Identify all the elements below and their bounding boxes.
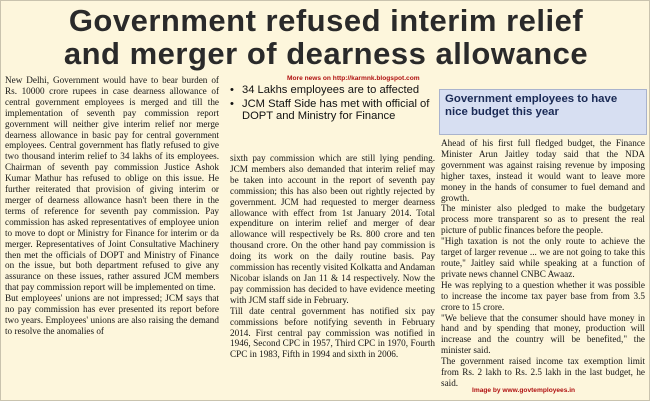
article-paragraph: Till date central government has notified six pay commissions before notifying seventh in February 2014. First central pay commission was notified in 1946, Second CPC in 1957, Third CPC in 1970, Fourth CPC in 1983, Fifth in 1994 and sixth in 2006. [230,305,435,360]
bullet-item [230,98,438,123]
sidebar-story-heading: Government employees to have nice budget this year [439,89,647,135]
article-paragraph: Ahead of his first full fledged budget, the Finance Minister Arun Jaitley today said that the NDA government was against raising revenue by imposing higher taxes, instead it would want to leave more money in the hands of consumer to fuel demand and growth. [441,138,645,203]
source-link-note: More news on http://karmnk.blogspot.com [287,75,420,82]
headline-line-2: and merger of dearness allowance [63,36,589,71]
highlight-bullets [230,84,438,124]
article-paragraph: sixth pay commission which are still lying pending. JCM members also demanded that interim relief may be taken into account in the report of seventh pay commission; this has also been out rightly rejected by government. JCM had requested to merger dearness allowance with effect from 1st January 2014. Total expenditure on interim relief and merger of dear allowance will respectively be Rs. 800 crore and ten thousand crore. On the other hand pay commission is doing its work on the daily routine basis. Pay commission has recently visited Kolkatta and Andaman Nicobar islands on Jan 11 & 14 respectively. Now the pay commission has decided to have evidence meeting with JCM staff side in February. [230,153,435,305]
bullet-text: 34 Lakhs employees are to affected [242,84,420,96]
article-paragraph: The minister also pledged to make the budgetary process more transparent so as to present the real picture of public finances before the people. [441,203,645,236]
article-paragraph: New Delhi, Government would have to bear burden of Rs. 10000 crore rupees in case dearness allowance of central government employees is merged and till the implementation of seventh pay commission report government will neither give interim relief nor merge dearness allowance in basic pay for central government employees. Central government has flatly refused to give two thousand interim relief to 34 lakhs of its employees. Chairman of seventh pay commission Justice Ashok Kumar Mathur has refused to oblige on this issue. He further reiterated that provision of giving interim or merger of dearness allowance hasn't been there in the terms of reference for seventh pay commission. Pay commission has asked representatives of employee union to move to dopt or Ministry for Finance for interim or da merger. Representatives of Joint Consultative Machinery then met the officials of DOPT and Ministry of Finance on the issue, but both department refused to give any assurance on these issues, rather assured JCM members that pay commission report will be implemented on time. [5,75,219,293]
image-credit: Image by www.govtemployees.in [472,387,576,394]
article-paragraph: The government raised income tax exemption limit from Rs. 2 lakh to Rs. 2.5 lakh in the last budget, he said. [441,356,645,388]
sidebar-story-body [441,138,645,389]
bullet-dot-icon: • [230,97,234,110]
article-column-1 [5,75,219,337]
article-paragraph: "We believe that the consumer should have money in hand and by spending that money, production will increase and the country will be benefited," the minister said. [441,312,645,356]
headline-line-1: Government refused interim relief [68,3,584,38]
article-paragraph: But employees' unions are not impressed; JCM says that no pay commission has ever presented its report before two years. Employees' unions are also raising the demand to resolve the anomalies of [5,293,219,336]
article-paragraph: He was replying to a question whether it was possible to increase the income tax payer base from from 3.5 crore to 15 crore. [441,279,645,312]
article-paragraph: "High taxation is not the only route to achieve the target of larger revenue ... we are not going to take this route," Jaitley said while speaking at a function of private news channel CNBC Awaaz. [441,236,645,279]
bullet-item [230,84,438,97]
article-column-2 [230,153,435,360]
bullet-dot-icon: • [230,84,234,96]
bullet-text: JCM Staff Side has met with official of DOPT and Ministry for Finance [242,97,430,123]
